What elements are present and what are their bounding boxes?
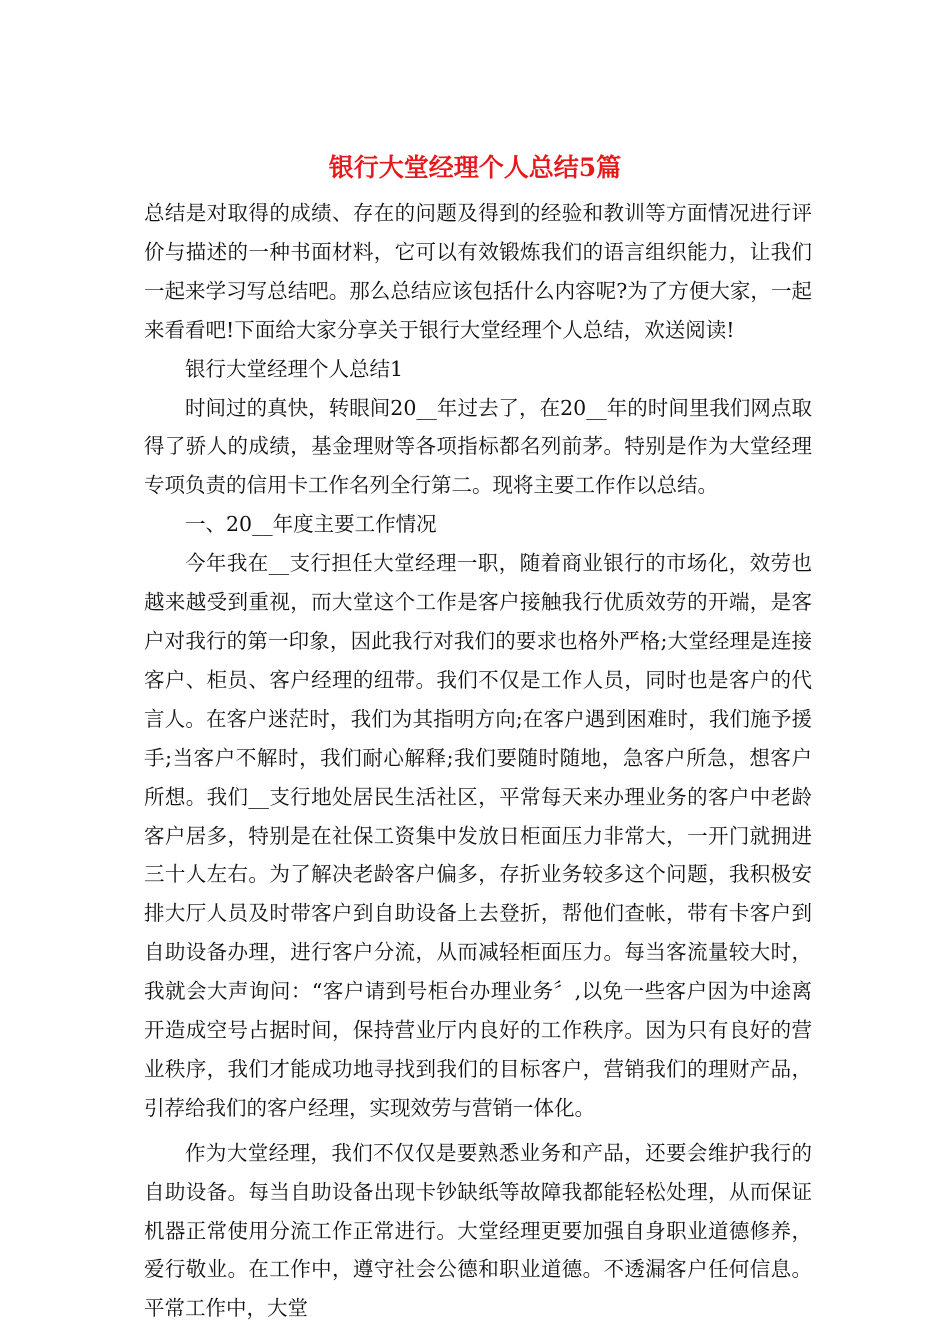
body-paragraph: 作为大堂经理，我们不仅仅是要熟悉业务和产品，还要会维护我行的自助设备。每当自助设备出现卡钞缺纸等故障我都能轻松处理，从而保证机器正常使用分流工作正常进行。大堂经理更要加强自身职业道德修养，爱行敬业。在工作中，遵守社会公德和职业道德。不透漏客户任何信息。平常工作中，大堂 [144, 1140, 812, 1321]
body-paragraph: 时间过的真快，转眼间20__年过去了，在20__年的时间里我们网点取得了骄人的成绩，基金理财等各项指标都名列前茅。特别是作为大堂经理专项负责的信用卡工作名列全行第二。现将主要工作作以总结。 [144, 395, 812, 498]
section-heading-1: 银行大堂经理个人总结1 [185, 356, 404, 381]
document-body [144, 194, 812, 1328]
intro-paragraph: 总结是对取得的成绩、存在的问题及得到的经验和教训等方面情况进行评价与描述的一种书面材料，它可以有效锻炼我们的语言组织能力，让我们一起来学习写总结吧。那么总结应该包括什么内容呢?为了方便大家，一起来看看吧!下面给大家分享关于银行大堂经理个人总结，欢送阅读! [144, 201, 812, 342]
document-title: 银行大堂经理个人总结5篇 [328, 153, 622, 182]
body-paragraph: 今年我在__支行担任大堂经理一职，随着商业银行的市场化，效劳也越来越受到重视，而大堂这个工作是客户接触我行优质效劳的开端，是客户对我行的第一印象，因此我行对我们的要求也格外严格;大堂经理是连接客户、柜员、客户经理的纽带。我们不仅是工作人员，同时也是客户的代言人。在客户迷茫时，我们为其指明方向;在客户遇到困难时，我们施予援手;当客户不解时，我们耐心解释;我们要随时随地，急客户所急，想客户所想。我们__支行地处居民生活社区，平常每天来办理业务的客户中老龄客户居多，特别是在社保工资集中发放日柜面压力非常大，一开门就拥进三十人左右。为了解决老龄客户偏多，存折业务较多这个问题，我积极安排大厅人员及时带客户到自助设备上去登折，帮他们查帐，带有卡客户到自助设备办理，进行客户分流，从而减轻柜面压力。每当客流量较大时，我就会大声询问：“客户请到号柜台办理业务〞,以免一些客户因为中途离开造成空号占据时间，保持营业厅内良好的工作秩序。因为只有良好的营业秩序，我们才能成功地寻找到我们的目标客户，营销我们的理财产品，引荐给我们的客户经理，实现效劳与营销一体化。 [144, 551, 812, 1120]
subsection-heading: 一、20__年度主要工作情况 [185, 512, 437, 537]
